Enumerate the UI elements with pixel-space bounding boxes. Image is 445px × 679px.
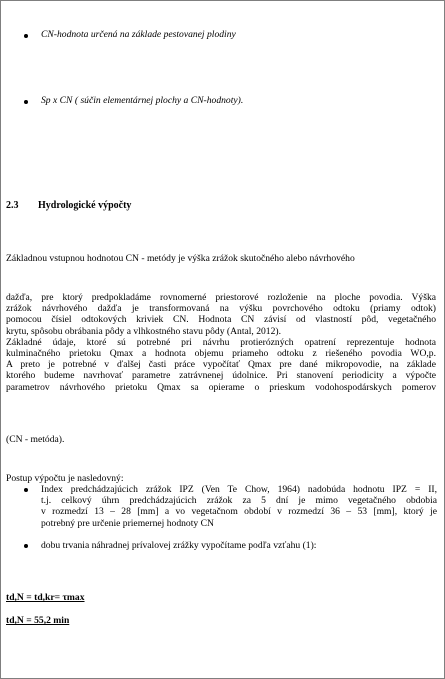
section-title: Hydrologické výpočty (38, 200, 132, 211)
paragraph-line: t.j. celkový úhrn predchádzajúcich zrážok za 5 dní je mimo vegetačného obdobia (41, 495, 437, 507)
bullet-sp-cn: Sp x CN ( súčin elementárnej plochy a CN-hodnoty). (41, 95, 244, 106)
paragraph-line: kulminačného prietoku Qmax a hodnota objemu priameho odtoku z riešeného povodia WO,p. (6, 348, 436, 360)
paragraph-line: ktorého budeme navrhovať parametre zatrávnenej údolnice. Pri stanovení periodicity a výpočte (6, 370, 436, 382)
paragraph-line: v rozmedzí 13 – 28 [mm] a vo vegetačnom období v rozmedzí 36 – 53 [mm], ktorý je (41, 506, 437, 518)
paragraph-line: Základné údaje, ktoré sú potrebné pri návrhu protierózných opatrení reprezentuje hodnota (6, 336, 436, 348)
paragraph-line: dažďa, pre ktorý predpokladáme rovnomerné priestorové rozloženie na ploche povodia. Výška (6, 292, 436, 303)
bullet-duration: dobu trvania náhradnej prívalovej zrážky vypočítame podľa vzťahu (1): (41, 540, 317, 551)
paragraph-line: zrážok návrhového dažďa je transformovaná na výšku povrchového odtoku (priamy odtok) (6, 303, 436, 315)
bullet-ipz (41, 484, 437, 529)
bullet-marker (24, 100, 28, 104)
paragraph-line: potrebný pre určenie priemernej hodnoty CN (41, 517, 214, 529)
paragraph-line: Index predchádzajúcich zrážok IPZ (Ven Te Chow, 1964) nadobúda hodnotu IPZ = II, (41, 484, 437, 495)
paragraph-line: pomocou čísiel odtokových kriviek CN. Hodnota CN závisí od vlastností pôd, vegetačného (6, 314, 436, 326)
section-number: 2.3 (6, 200, 19, 211)
paragraph-line: krytu, spôsobu obrábania pôdy a vlhkostného stavu pôdy (Antal, 2012). (6, 325, 281, 337)
cn-method-line: (CN - metóda). (6, 434, 65, 445)
bullet-marker (24, 34, 28, 38)
paragraph-hydrology (6, 292, 436, 393)
intro-line: Základnou vstupnou hodnotou CN - metódy je výška zrážok skutočného alebo návrhového (6, 253, 355, 264)
bullet-marker (24, 488, 28, 492)
formula-td-value: td,N = 55,2 min (6, 615, 70, 626)
paragraph-line: A preto je potrebné v ďalšej časti práce vypočítať Qmax pre dané mikropovodie, na základe (6, 359, 436, 371)
bullet-marker (24, 544, 28, 548)
formula-td-kr: td,N = td,kr= τmax (6, 592, 85, 603)
bullet-cn-value: CN-hodnota určená na základe pestovanej plodiny (41, 29, 236, 40)
paragraph-line: parametrov návrhového prietoku Qmax sa opierame o prieskum vodohospodárskych pomerov (6, 381, 436, 393)
procedure-intro: Postup výpočtu je nasledovný: (6, 473, 124, 484)
